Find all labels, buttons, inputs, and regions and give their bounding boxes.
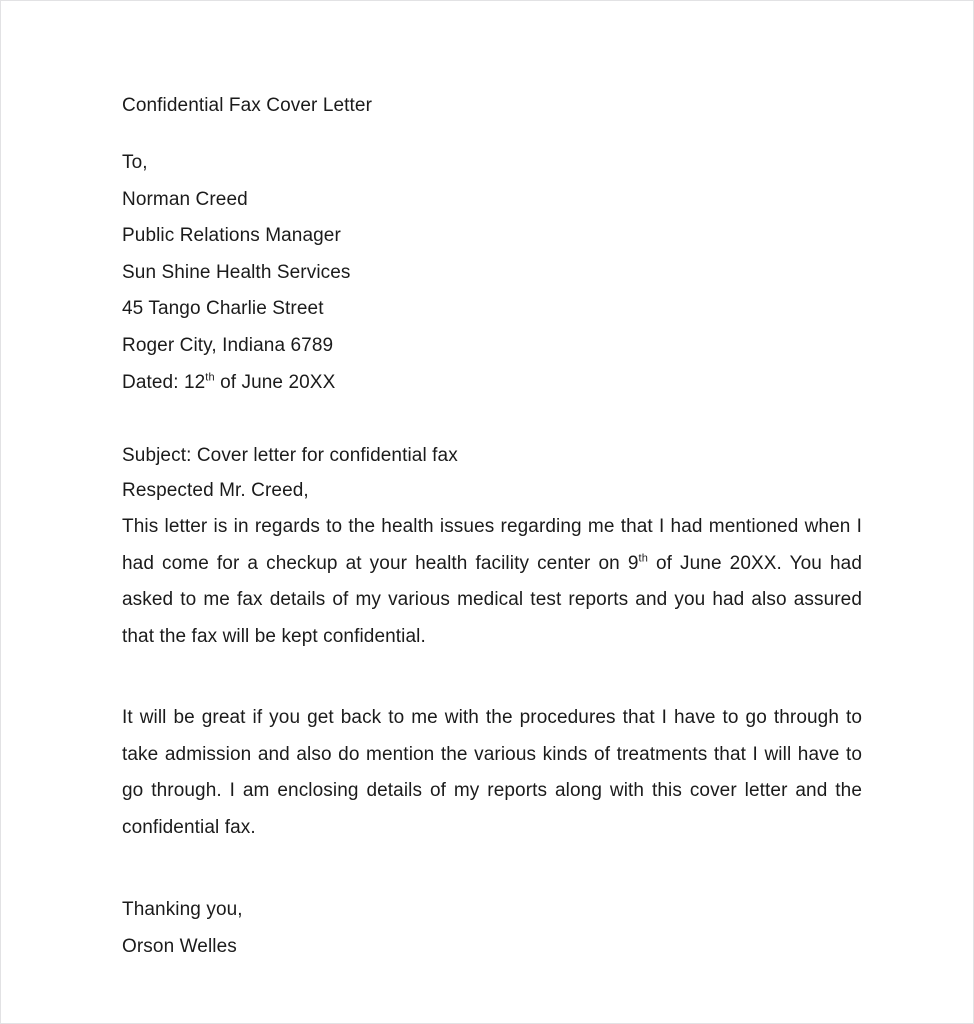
address-salutation-label: To, xyxy=(122,152,148,173)
paragraph-one-ordinal: th xyxy=(638,552,648,565)
letter-date xyxy=(122,365,862,402)
sender-name: Orson Welles xyxy=(122,935,237,957)
closing-valediction: Thanking you, xyxy=(122,899,243,921)
letter-body xyxy=(122,1,862,965)
paragraph-one-part-two: of June 20XX. You had asked to me fax details of my various medical test reports and you had also assured that the fax will be kept confidential. xyxy=(122,552,862,647)
paragraph-two: It will be great if you get back to me with the procedures that I have to go through to take admission and also do mention the various kinds of treatments that I will have to go through. I am enclosing details of my reports along with this cover letter and the confidential fax. xyxy=(122,707,862,838)
letter-date-suffix: of June 20XX xyxy=(214,371,336,393)
letter-date-prefix: Dated: 12 xyxy=(122,371,206,393)
paragraph-one-part-one: This letter is in regards to the health issues regarding me that I had mentioned when I had come for a checkup at your health facility center on 9 xyxy=(122,516,862,574)
recipient-organization: Sun Shine Health Services xyxy=(122,261,351,283)
recipient-job-title: Public Relations Manager xyxy=(122,225,341,247)
subject-and-greeting-block xyxy=(122,438,862,509)
paragraph-one xyxy=(122,509,862,655)
letter-date-ordinal: th xyxy=(205,371,215,384)
greeting-line: Respected Mr. Creed, xyxy=(122,480,309,502)
recipient-name: Norman Creed xyxy=(122,188,248,210)
subject-line: Subject: Cover letter for confidential fax xyxy=(122,445,458,467)
recipient-address-block xyxy=(122,145,862,401)
recipient-street: 45 Tango Charlie Street xyxy=(122,298,324,320)
page-title: Confidential Fax Cover Letter xyxy=(122,95,373,116)
closing-block xyxy=(122,892,862,965)
recipient-city-state-zip: Roger City, Indiana 6789 xyxy=(122,334,334,356)
